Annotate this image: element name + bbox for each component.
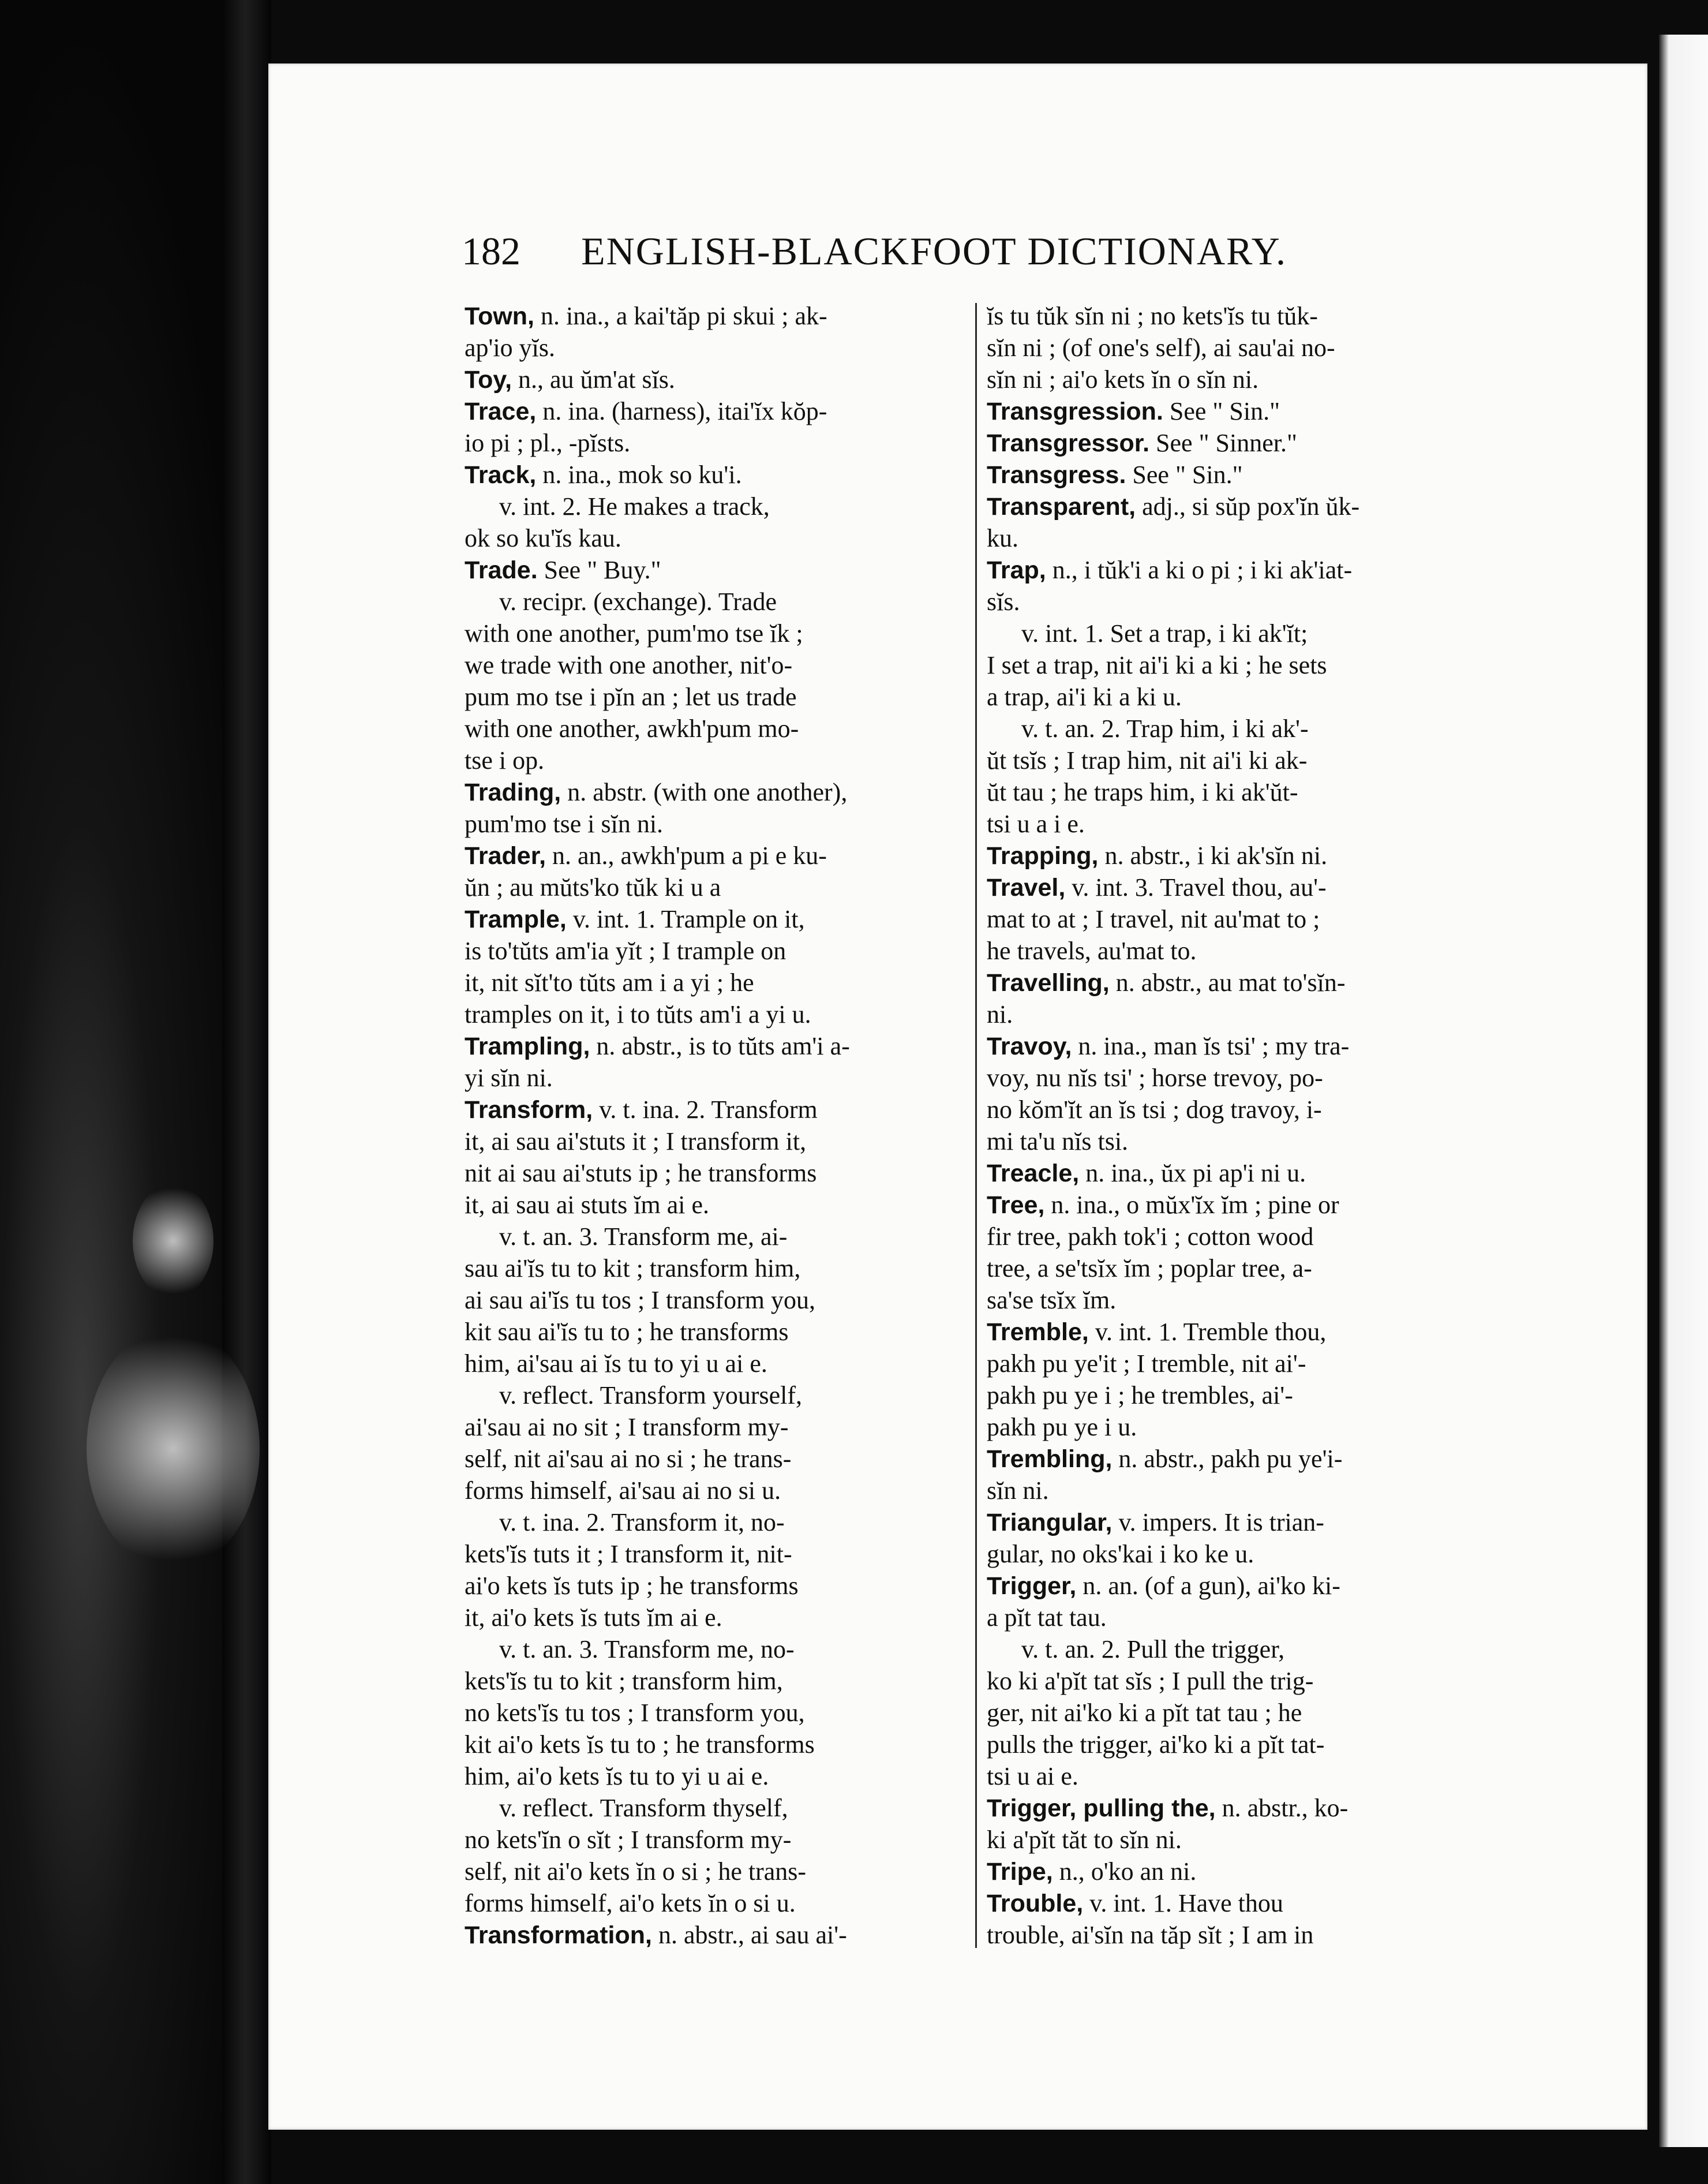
definition-text: v. reflect. Transform yourself, (499, 1381, 803, 1409)
headword: Trembling, (987, 1445, 1113, 1473)
dictionary-line (987, 586, 1483, 618)
definition-text: no kets'ĭn o sĭt ; I transform my- (465, 1826, 792, 1854)
dictionary-line (465, 649, 961, 681)
dictionary-line (987, 808, 1483, 840)
headword: Tripe, (987, 1858, 1053, 1886)
dictionary-line (987, 903, 1483, 935)
dictionary-line (987, 649, 1483, 681)
dictionary-line (465, 1697, 961, 1729)
dictionary-line (465, 1729, 961, 1760)
dictionary-line (987, 935, 1483, 967)
dictionary-line (987, 1284, 1483, 1316)
headword: Track, (465, 461, 537, 489)
headword: Trampling, (465, 1033, 590, 1060)
dictionary-line (987, 1252, 1483, 1284)
dictionary-line (987, 364, 1483, 395)
definition-text: v. reflect. Transform thyself, (499, 1794, 788, 1822)
definition-text: sa'se tsĭx ĭm. (987, 1286, 1117, 1314)
definition-text: io pi ; pl., -pĭsts. (465, 429, 631, 457)
dictionary-line (987, 872, 1483, 903)
definition-text: nit ai sau ai'stuts ip ; he transforms (465, 1159, 817, 1187)
definition-text: it, nit sĭt'to tŭts am i a yi ; he (465, 968, 754, 997)
definition-text: v. impers. It is trian- (1112, 1508, 1324, 1536)
dictionary-line (987, 745, 1483, 776)
dictionary-line (465, 1030, 961, 1062)
dictionary-line (465, 776, 961, 808)
definition-text: gular, no oks'kai i ko ke u. (987, 1540, 1254, 1568)
definition-text: ai'sau ai no sit ; I transform my- (465, 1413, 789, 1441)
dictionary-line (987, 1189, 1483, 1221)
dictionary-line (465, 427, 961, 459)
headword: Transgression. (987, 398, 1163, 425)
definition-text: sau ai'ĭs tu to kit ; transform him, (465, 1254, 801, 1282)
definition-text: I set a trap, nit ai'i ki a ki ; he sets (987, 651, 1327, 679)
definition-text: n. abstr., ko- (1215, 1794, 1349, 1822)
headword: Trigger, pulling the, (987, 1794, 1216, 1822)
page-title: ENGLISH-BLACKFOOT DICTIONARY. (581, 229, 1287, 273)
dictionary-line (465, 586, 961, 618)
dictionary-line (465, 1125, 961, 1157)
dictionary-line (465, 459, 961, 491)
headword: Trample, (465, 906, 567, 933)
dictionary-line (987, 1094, 1483, 1125)
dictionary-line (987, 1030, 1483, 1062)
definition-text: tsi u a i e. (987, 810, 1085, 838)
definition-text: tse i op. (465, 746, 545, 775)
definition-text: sĭn ni ; ai'o kets ĭn o sĭn ni. (987, 365, 1259, 394)
definition-text: a pĭt tat tau. (987, 1603, 1107, 1632)
headword: Trigger, (987, 1572, 1077, 1600)
definition-text: n. ina., a kai'tăp pi skui ; ak- (534, 302, 827, 330)
dictionary-line (987, 713, 1483, 745)
column-divider (975, 303, 977, 1948)
definition-text: v. t. an. 3. Transform me, ai- (499, 1222, 788, 1251)
definition-text: trouble, ai'sĭn na tăp sĭt ; I am in (987, 1921, 1314, 1949)
dictionary-line (465, 713, 961, 745)
definition-text: mi ta'u nĭs tsi. (987, 1127, 1129, 1155)
dictionary-line (465, 1919, 961, 1951)
scan-smudge (87, 1327, 260, 1570)
dictionary-line (987, 1697, 1483, 1729)
headword: Transformation, (465, 1921, 652, 1949)
dictionary-line (465, 1538, 961, 1570)
definition-text: See " Sin." (1126, 461, 1243, 489)
dictionary-line (465, 1252, 961, 1284)
dictionary-line (465, 1094, 961, 1125)
definition-text: mat to at ; I travel, nit au'mat to ; (987, 905, 1320, 933)
dictionary-line (987, 1856, 1483, 1887)
headword: Transform, (465, 1096, 593, 1124)
headword: Travelling, (987, 969, 1110, 997)
definition-text: pakh pu ye i u. (987, 1413, 1137, 1441)
dictionary-line (465, 491, 961, 522)
dictionary-line (987, 840, 1483, 872)
definition-text: ok so ku'ĭs kau. (465, 524, 621, 552)
definition-text: n., o'ko an ni. (1052, 1857, 1197, 1886)
definition-text: it, ai'o kets ĭs tuts ĭm ai e. (465, 1603, 722, 1632)
headword: Town, (465, 302, 535, 330)
definition-text: ai'o kets ĭs tuts ip ; he transforms (465, 1572, 799, 1600)
definition-text: him, ai'o kets ĭs tu to yi u ai e. (465, 1762, 769, 1790)
definition-text: n. abstr., ai sau ai'- (651, 1921, 847, 1949)
dictionary-line (465, 618, 961, 649)
headword: Triangular, (987, 1509, 1113, 1536)
definition-text: v. recipr. (exchange). Trade (499, 588, 777, 616)
definition-text: we trade with one another, nit'o- (465, 651, 793, 679)
dictionary-line (465, 1062, 961, 1094)
definition-text: v. int. 3. Travel thou, au'- (1065, 873, 1327, 902)
definition-text: n. abstr., i ki ak'sĭn ni. (1098, 842, 1328, 870)
dictionary-line (987, 1443, 1483, 1475)
definition-text: kit ai'o kets ĭs tu to ; he transforms (465, 1730, 815, 1759)
dictionary-line (465, 395, 961, 427)
dictionary-line (465, 935, 961, 967)
definition-text: n. ina., man ĭs tsi' ; my tra- (1072, 1032, 1350, 1060)
dictionary-line (465, 1475, 961, 1506)
definition-text: n. an. (of a gun), ai'ko ki- (1076, 1572, 1340, 1600)
dictionary-line (987, 332, 1483, 364)
definition-text: is to'tŭts am'ia yĭt ; I trample on (465, 937, 786, 965)
dictionary-line (465, 1189, 961, 1221)
definition-text: n. abstr., au mat to'sĭn- (1109, 968, 1346, 997)
definition-text: with one another, pum'mo tse ĭk ; (465, 619, 803, 648)
dictionary-line (465, 840, 961, 872)
dictionary-line (465, 1506, 961, 1538)
definition-text: ai sau ai'ĭs tu tos ; I transform you, (465, 1286, 815, 1314)
definition-text: it, ai sau ai'stuts it ; I transform it, (465, 1127, 807, 1155)
headword: Tree, (987, 1191, 1045, 1219)
headword: Travel, (987, 874, 1066, 902)
dictionary-line (987, 1348, 1483, 1379)
dictionary-line (987, 1570, 1483, 1602)
definition-text: self, nit ai'o kets ĭn o si ; he trans- (465, 1857, 807, 1886)
dictionary-line (987, 1887, 1483, 1919)
headword: Transparent, (987, 493, 1136, 521)
definition-text: ni. (987, 1000, 1013, 1029)
definition-text: v. t. ina. 2. Transform it, no- (499, 1508, 785, 1536)
definition-text: no kŏm'ĭt an ĭs tsi ; dog travoy, i- (987, 1095, 1322, 1124)
definition-text: n. abstr., pakh pu ye'i- (1112, 1445, 1343, 1473)
definition-text: v. t. an. 3. Transform me, no- (499, 1635, 795, 1663)
definition-text: forms himself, ai'sau ai no si u. (465, 1476, 781, 1505)
headword: Trace, (465, 398, 537, 425)
dictionary-line (987, 1125, 1483, 1157)
definition-text: n., i tŭk'i a ki o pi ; i ki ak'iat- (1046, 556, 1353, 584)
definition-text: n. abstr., is to tŭts am'i a- (590, 1032, 850, 1060)
dictionary-line (987, 522, 1483, 554)
definition-text: forms himself, ai'o kets ĭn o si u. (465, 1889, 796, 1917)
definition-text: n. ina. (harness), itai'ĭx kŏp- (536, 397, 827, 425)
definition-text: n. ina., mok so ku'i. (536, 461, 742, 489)
dictionary-line (987, 395, 1483, 427)
definition-text: v. int. 1. Trample on it, (566, 905, 805, 933)
dictionary-line (987, 1538, 1483, 1570)
dictionary-line (987, 998, 1483, 1030)
dictionary-line (465, 1760, 961, 1792)
dictionary-line (465, 872, 961, 903)
dictionary-line (987, 1506, 1483, 1538)
dictionary-line (465, 967, 961, 998)
dictionary-line (465, 364, 961, 395)
dictionary-line (465, 1856, 961, 1887)
dictionary-line (987, 427, 1483, 459)
dictionary-line (465, 1602, 961, 1633)
dictionary-line (987, 1792, 1483, 1824)
headword: Travoy, (987, 1033, 1072, 1060)
definition-text: ki a'pĭt tăt to sĭn ni. (987, 1826, 1182, 1854)
dictionary-line (465, 1792, 961, 1824)
dictionary-line (987, 776, 1483, 808)
left-column (465, 300, 961, 1951)
headword: Transgress. (987, 461, 1126, 489)
definition-text: ŭt tsĭs ; I trap him, nit ai'i ki ak- (987, 746, 1308, 775)
definition-text: sĭn ni ; (of one's self), ai sau'ai no- (987, 334, 1335, 362)
dictionary-line (465, 1633, 961, 1665)
dictionary-line (465, 1221, 961, 1252)
definition-text: v. int. 2. He makes a track, (499, 492, 770, 521)
definition-text: him, ai'sau ai ĭs tu to yi u ai e. (465, 1349, 767, 1378)
dictionary-line (987, 1633, 1483, 1665)
running-head (462, 228, 1287, 274)
dictionary-line (465, 1887, 961, 1919)
headword: Trading, (465, 779, 561, 806)
definition-text: ger, nit ai'ko ki a pĭt tat tau ; he (987, 1699, 1302, 1727)
dictionary-line (465, 1379, 961, 1411)
definition-text: it, ai sau ai stuts ĭm ai e. (465, 1191, 710, 1219)
dictionary-line (987, 1379, 1483, 1411)
dictionary-line (465, 681, 961, 713)
dictionary-line (465, 808, 961, 840)
dictionary-line (987, 491, 1483, 522)
headword: Trapping, (987, 842, 1099, 870)
dictionary-line (987, 1411, 1483, 1443)
definition-text: tramples on it, i to tŭts am'i a yi u. (465, 1000, 811, 1029)
definition-text: n. an., awkh'pum a pi e ku- (546, 842, 827, 870)
headword: Tremble, (987, 1318, 1089, 1346)
dictionary-line (987, 1316, 1483, 1348)
definition-text: self, nit ai'sau ai no si ; he trans- (465, 1445, 792, 1473)
definition-text: tree, a se'tsĭx ĭm ; poplar tree, a- (987, 1254, 1312, 1282)
definition-text: yi sĭn ni. (465, 1064, 553, 1092)
definition-text: tsi u ai e. (987, 1762, 1078, 1790)
definition-text: with one another, awkh'pum mo- (465, 715, 799, 743)
definition-text: he travels, au'mat to. (987, 937, 1197, 965)
definition-text: v. t. an. 2. Trap him, i ki ak'- (1021, 715, 1309, 743)
dictionary-line (465, 1348, 961, 1379)
book-spine (222, 0, 268, 2184)
dictionary-line (987, 618, 1483, 649)
dictionary-line (987, 681, 1483, 713)
headword: Transgressor. (987, 429, 1150, 457)
definition-text: n. ina., ŭx pi ap'i ni u. (1079, 1159, 1306, 1187)
definition-text: adj., si sŭp pox'ĭn ŭk- (1136, 492, 1360, 521)
dictionary-line (987, 1760, 1483, 1792)
definition-text: no kets'ĭs tu tos ; I transform you, (465, 1699, 805, 1727)
definition-text: sĭn ni. (987, 1476, 1049, 1505)
dictionary-line (465, 554, 961, 586)
headword: Trader, (465, 842, 546, 870)
definition-text: ku. (987, 524, 1018, 552)
dictionary-line (987, 967, 1483, 998)
definition-text: See " Sin." (1163, 397, 1280, 425)
definition-text: a trap, ai'i ki a ki u. (987, 683, 1182, 711)
definition-text: pulls the trigger, ai'ko ki a pĭt tat- (987, 1730, 1325, 1759)
dictionary-line (465, 1157, 961, 1189)
dictionary-line (987, 1919, 1483, 1951)
headword: Treacle, (987, 1160, 1080, 1187)
definition-text: kets'ĭs tu to kit ; transform him, (465, 1667, 783, 1695)
headword: Trouble, (987, 1890, 1084, 1917)
dictionary-line (987, 1665, 1483, 1697)
definition-text: v. t. an. 2. Pull the trigger, (1021, 1635, 1285, 1663)
dictionary-line (987, 1475, 1483, 1506)
dictionary-line (465, 1411, 961, 1443)
definition-text: n. ina., o mŭx'ĭx ĭm ; pine or (1044, 1191, 1339, 1219)
definition-text: See " Buy." (537, 556, 661, 584)
definition-text: ap'io yĭs. (465, 334, 556, 362)
headword: Trap, (987, 556, 1046, 584)
dictionary-line (465, 1570, 961, 1602)
dictionary-line (987, 459, 1483, 491)
dictionary-line (465, 1443, 961, 1475)
next-page-edge (1659, 35, 1708, 2147)
definition-text: fir tree, pakh tok'i ; cotton wood (987, 1222, 1314, 1251)
dictionary-line (465, 1665, 961, 1697)
dictionary-line (987, 554, 1483, 586)
dictionary-line (465, 998, 961, 1030)
dictionary-line (465, 332, 961, 364)
definition-text: ŭn ; au mŭts'ko tŭk ki u a (465, 873, 721, 902)
definition-text: n. abstr. (with one another), (561, 778, 848, 806)
dictionary-line (465, 300, 961, 332)
definition-text: pakh pu ye'it ; I tremble, nit ai'- (987, 1349, 1306, 1378)
dictionary-line (465, 1824, 961, 1856)
dictionary-line (987, 1729, 1483, 1760)
definition-text: ko ki a'pĭt tat sĭs ; I pull the trig- (987, 1667, 1314, 1695)
definition-text: kit sau ai'ĭs tu to ; he transforms (465, 1318, 789, 1346)
headword: Trade. (465, 556, 538, 584)
dictionary-line (465, 745, 961, 776)
definition-text: kets'ĭs tuts it ; I transform it, nit- (465, 1540, 792, 1568)
definition-text: ĭs tu tŭk sĭn ni ; no kets'ĭs tu tŭk- (987, 302, 1318, 330)
definition-text: v. int. 1. Have thou (1083, 1889, 1283, 1917)
dictionary-line (465, 1284, 961, 1316)
dictionary-line (465, 522, 961, 554)
definition-text: v. int. 1. Tremble thou, (1088, 1318, 1327, 1346)
definition-text: sĭs. (987, 588, 1020, 616)
dictionary-line (987, 1602, 1483, 1633)
definition-text: pum'mo tse i sĭn ni. (465, 810, 664, 838)
definition-text: voy, nu nĭs tsi' ; horse trevoy, po- (987, 1064, 1323, 1092)
page-number: 182 (462, 229, 520, 273)
definition-text: pakh pu ye i ; he trembles, ai'- (987, 1381, 1293, 1409)
scan-smudge (133, 1183, 214, 1299)
definition-text: n., au ŭm'at sĭs. (512, 365, 675, 394)
right-column (987, 300, 1483, 1951)
definition-text: See " Sinner." (1149, 429, 1297, 457)
definition-text: ŭt tau ; he traps him, i ki ak'ŭt- (987, 778, 1298, 806)
definition-text: v. int. 1. Set a trap, i ki ak'ĭt; (1021, 619, 1308, 648)
headword: Toy, (465, 366, 512, 394)
dictionary-line (987, 1221, 1483, 1252)
dictionary-line (987, 300, 1483, 332)
dictionary-line (465, 903, 961, 935)
definition-text: v. t. ina. 2. Transform (593, 1095, 818, 1124)
dictionary-line (987, 1062, 1483, 1094)
definition-text: pum mo tse i pĭn an ; let us trade (465, 683, 797, 711)
dictionary-line (987, 1824, 1483, 1856)
dictionary-line (987, 1157, 1483, 1189)
dictionary-line (465, 1316, 961, 1348)
